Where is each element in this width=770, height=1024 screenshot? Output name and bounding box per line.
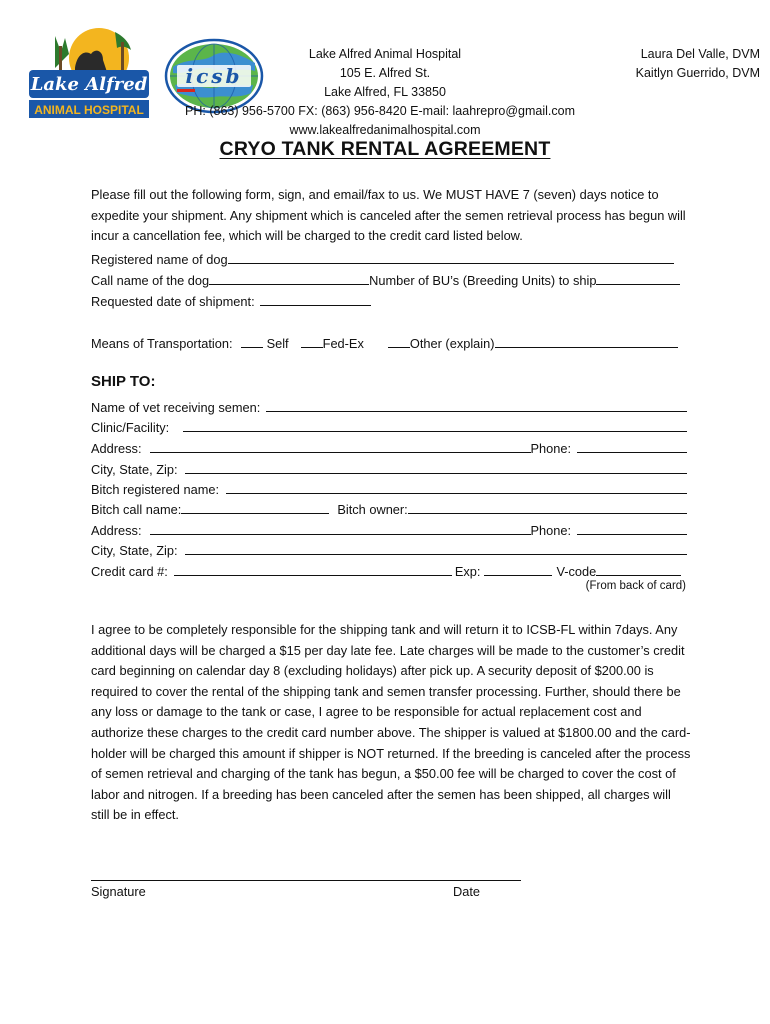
city-2-row <box>91 538 687 558</box>
fedex-option-label: Fed-Ex <box>322 336 364 351</box>
num-bu-field[interactable] <box>596 270 680 285</box>
clinic-field[interactable] <box>183 417 687 432</box>
address-2-field[interactable] <box>150 520 531 535</box>
phone-2-field[interactable] <box>577 520 687 535</box>
bitch-call-label: Bitch call name: <box>91 502 182 517</box>
vcode-field[interactable] <box>596 561 681 576</box>
doctors-block <box>600 45 760 83</box>
vet-name-field[interactable] <box>266 397 687 412</box>
exp-field[interactable] <box>484 561 552 576</box>
city-2-field[interactable] <box>185 540 687 555</box>
phone-1-label: Phone: <box>530 441 572 456</box>
bitch-call-row <box>91 497 687 517</box>
doctor-2: Kaitlyn Guerrido, DVM <box>635 66 760 80</box>
other-explain-field[interactable] <box>495 333 678 348</box>
vcode-note: (From back of card) <box>585 580 686 592</box>
self-check-field[interactable] <box>241 333 263 348</box>
signature-label: Signature <box>91 884 146 899</box>
bitch-owner-field[interactable] <box>408 499 687 514</box>
logo-lake-alfred-text: Lake Alfred <box>30 74 148 95</box>
fedex-check-field[interactable] <box>301 333 323 348</box>
other-check-field[interactable] <box>388 333 410 348</box>
page-title-text: CRYO TANK RENTAL AGREEMENT <box>219 138 551 160</box>
requested-date-field[interactable] <box>260 291 371 306</box>
exp-label: Exp: <box>454 564 481 579</box>
credit-card-label: Credit card #: <box>91 564 168 579</box>
hospital-contact-block <box>185 45 580 140</box>
num-bu-label: Number of BU’s (Breeding Units) to ship <box>369 273 597 288</box>
logo-icsb-text: icsb <box>185 64 243 88</box>
registered-name-label: Registered name of dog <box>91 252 228 267</box>
registered-name-field[interactable] <box>228 249 674 264</box>
vet-name-label: Name of vet receiving semen: <box>91 400 261 415</box>
call-name-label: Call name of the dog <box>91 273 210 288</box>
bitch-call-field[interactable] <box>181 499 329 514</box>
city-1-label: City, State, Zip: <box>91 462 178 477</box>
clinic-row <box>91 415 687 435</box>
bitch-registered-field[interactable] <box>226 479 687 494</box>
logo-animal-hospital-text: ANIMAL HOSPITAL <box>34 103 144 117</box>
date-label: Date <box>453 884 481 899</box>
intro-paragraph: Please fill out the following form, sign, and email/fax to us. We MUST HAVE 7 (seven) days notice to expedite your shipment. Any shipment which is canceled after the semen retrieval process has begun will incur a cancellation fee, which will be charged to the credit card listed below. <box>91 187 686 243</box>
call-name-row <box>91 268 680 288</box>
lake-alfred-logo <box>25 28 153 120</box>
phone-2-label: Phone: <box>530 523 572 538</box>
ship-to-heading: SHIP TO: <box>91 373 156 390</box>
city-2-label: City, State, Zip: <box>91 543 178 558</box>
address-2-row <box>91 518 687 538</box>
address-2-label: Address: <box>91 523 142 538</box>
bitch-owner-label: Bitch owner: <box>337 502 408 517</box>
hospital-street: 105 E. Alfred St. <box>339 66 431 80</box>
other-option-label: Other (explain) <box>409 336 495 351</box>
vet-name-row <box>91 395 687 415</box>
signature-line[interactable] <box>91 880 521 881</box>
address-1-label: Address: <box>91 441 142 456</box>
city-1-field[interactable] <box>185 459 687 474</box>
hospital-name: Lake Alfred Animal Hospital <box>308 47 462 61</box>
registered-name-row <box>91 247 674 267</box>
requested-date-row <box>91 289 371 309</box>
credit-card-field[interactable] <box>174 561 452 576</box>
address-1-field[interactable] <box>150 438 531 453</box>
agreement-paragraph: I agree to be completely responsible for the shipping tank and will return it to ICSB-FL within 7days. Any additional days will be charged a $15 per day late fee. Late charges will be made to the customer’s credit card beginning on calendar day 8 (excluding holidays) after pick up. A security deposit of $200.00 is required to cover the rental of the shipping tank and semen transfer processing. Further, should there be any loss or damage to the tank or case, I agree to be responsible for actual replacement cost and authorize these charges to the credit card number above. The shipper is valued at $1800.00 and the card-holder will be charged this amount if shipper is NOT returned. If the breeding is canceled after the process of semen retrieval and charging of the tank has begun, a $50.00 fee will be charged to cover the cost of labor and nitrogen. If a breeding has been canceled after the semen has been shipped, all charges will still be in effect. <box>91 622 691 823</box>
hospital-phone-fax-email: PH: (863) 956-5700 FX: (863) 956-8420 E-mail: laahrepro@gmail.com <box>185 104 575 118</box>
transport-label: Means of Transportation: <box>91 336 233 351</box>
clinic-label: Clinic/Facility: <box>91 420 170 435</box>
requested-date-label: Requested date of shipment: <box>91 294 255 309</box>
city-1-row <box>91 457 687 477</box>
doctor-1: Laura Del Valle, DVM <box>640 47 760 61</box>
self-option-label: Self <box>266 336 289 351</box>
address-1-row <box>91 436 687 456</box>
credit-card-row <box>91 559 681 579</box>
hospital-city: Lake Alfred, FL 33850 <box>324 85 446 99</box>
transport-row <box>91 331 678 351</box>
bitch-reg-row <box>91 477 687 497</box>
vcode-label: V-code <box>556 564 597 579</box>
phone-1-field[interactable] <box>577 438 687 453</box>
hospital-website: www.lakealfredanimalhospital.com <box>289 123 481 137</box>
bitch-registered-label: Bitch registered name: <box>91 482 220 497</box>
call-name-field[interactable] <box>209 270 369 285</box>
page-title <box>0 138 770 161</box>
